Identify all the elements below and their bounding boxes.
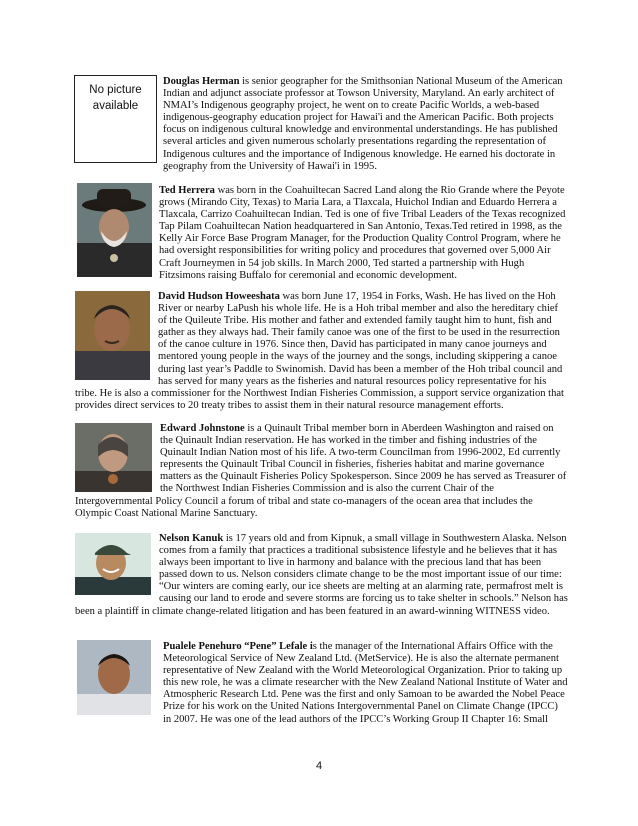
photo-ted-herrera [77, 183, 152, 277]
photo-pene-lefale [77, 640, 151, 715]
bio-pene-lefale [163, 641, 568, 726]
bio-name: Pualele Penehuro “Pene” Lefale i [163, 641, 313, 652]
bio-name: David Hudson Howeeshata [158, 291, 280, 302]
no-picture-label: No picture available [89, 84, 142, 112]
bio-david-hudson-howeeshata [75, 291, 568, 412]
bio-paragraph [163, 76, 568, 173]
page-number: 4 [315, 760, 323, 772]
bio-text: s the manager of the International Affairs Office with the Meteorological Service of New Zealand Ltd. (MetService). He is also the alternate permanent representative of New Zealand with the World Meteorological Organization. Prior to taking up this new role, he was a climate researcher with the New Zealand National Institute of Water and Atmospheric Research Ltd. Pene was the first and only Samoan to be awarded the Nobel Peace Prize for his work on the United Nations Intergovernmental Panel on Climate Change (IPCC) in 2007. He was one of the lead authors of the IPCC’s Working Group II Chapter 16: Small [163, 641, 568, 725]
photo-nelson-kanuk [75, 533, 151, 595]
bio-text: was born June 17, 1954 in Forks, Wash. He has lived on the Hoh River or nearby LaPush his whole life. He is a Hoh tribal member and also the hereditary chief of the Quileute Tribe. His mother and father and extended family taught him to hunt, fish and gather as they always had. Their family canoe was one of the first to be used in the resurrection of the canoe culture in 1976. Since then, David has participated in many canoe journeys and mentored young people in the ways of the journey and the songs, including skippering a canoe during last year’s Paddle to Swinomish. David has been a member of the Hoh tribal council and has served for many years as the fisheries and natural resources policy representative for his tribe. He is also a commissioner for the Northwest Indian Fisheries Commission, a support service organization that provides direct services to 20 treaty tribes to assist them in their natural resource management efforts. [75, 291, 564, 411]
bio-name: Douglas Herman [163, 76, 240, 87]
bio-paragraph [163, 641, 568, 726]
bio-nelson-kanuk [75, 533, 568, 618]
photo-david-hudson-howeeshata [75, 291, 150, 380]
bio-edward-johnstone [75, 423, 568, 520]
bio-paragraph [159, 185, 569, 282]
bio-name: Ted Herrera [159, 185, 215, 196]
bio-douglas-herman [163, 76, 568, 173]
bio-text: was born in the Coahuiltecan Sacred Land along the Rio Grande where the Peyote grows (Mirando City, Texas) to Maria Lara, a Tlaxcala, Huichol Indian and Eduardo Herrera a Tlaxcala, Carrizo Coahuiltecan Indian. Ted is one of five Tribal Leaders of the Texas recognized Tap Pilam Coahuiltecan Nation headquartered in San Antonio, Texas.Ted retired in 1998, as the Kelly Air Force Base Program Manager, for the Production Quality Control Program, where he had oversight responsibilities for writing policy and procedures that governed over 5,000 Air Craft Journeymen in 54 job skills. In March 2000, Ted started a partnership with Hugh Fitzsimons raising Buffalo for ceremonial and economic development. [159, 185, 566, 281]
bio-name: Edward Johnstone [160, 423, 245, 434]
bio-name: Nelson Kanuk [159, 533, 224, 544]
no-picture-placeholder [74, 75, 157, 163]
bio-ted-herrera [159, 185, 569, 282]
bio-text: is a Quinault Tribal member born in Aberdeen Washington and raised on the Quinault Indian reservation. He has worked in the timber and fishing industries of the Quinault Indian Nation most of his life. A two-term Councilman from 1996-2002, Ed currently represents the Quinault Tribal Council in fisheries, fisheries habitat and marine governance matters as the Quinault Fisheries Policy Spokesperson. Since 2009 he has served as Treasurer of the Northwest Indian Fisheries Commission and is also the current Chair of the Intergovernmental Policy Council a forum of tribal and state co-managers of the ocean area that includes the Olympic Coast National Marine Sanctuary. [75, 423, 567, 519]
photo-edward-johnstone [75, 423, 152, 492]
bio-text: is senior geographer for the Smithsonian National Museum of the American Indian and adjunct associate professor at Towson University, Maryland. An early architect of NMAI’s Indigenous geography project, he went on to create Pacific Worlds, a web-based indigenous-geography education project for Hawai'i and the American Pacific. Both projects focus on indigenous cultural knowledge and environmental understandings. He has published several articles and given numerous scholarly presentations regarding the representation of Indigenous cultures and the importance of Indigenous knowledge. He earned his doctorate in geography from the University of Hawai'i in 1995. [163, 76, 563, 172]
bio-text: is 17 years old and from Kipnuk, a small village in Southwestern Alaska. Nelson comes from a family that practices a traditional subsistence lifestyle and he believes that it has always been important to live in harmony and balance with the precious land that has been passed down to us. Nelson considers climate change to be the most important issue of our time: “Our winters are coming early, our ice sheets are melting at an alarming rate, permafrost melt is causing our land to erode and severe storms are forcing us to take shelter in schools.” Nelson has been a plaintiff in climate change-related litigation and has been featured in an award-winning WITNESS video. [75, 533, 568, 617]
